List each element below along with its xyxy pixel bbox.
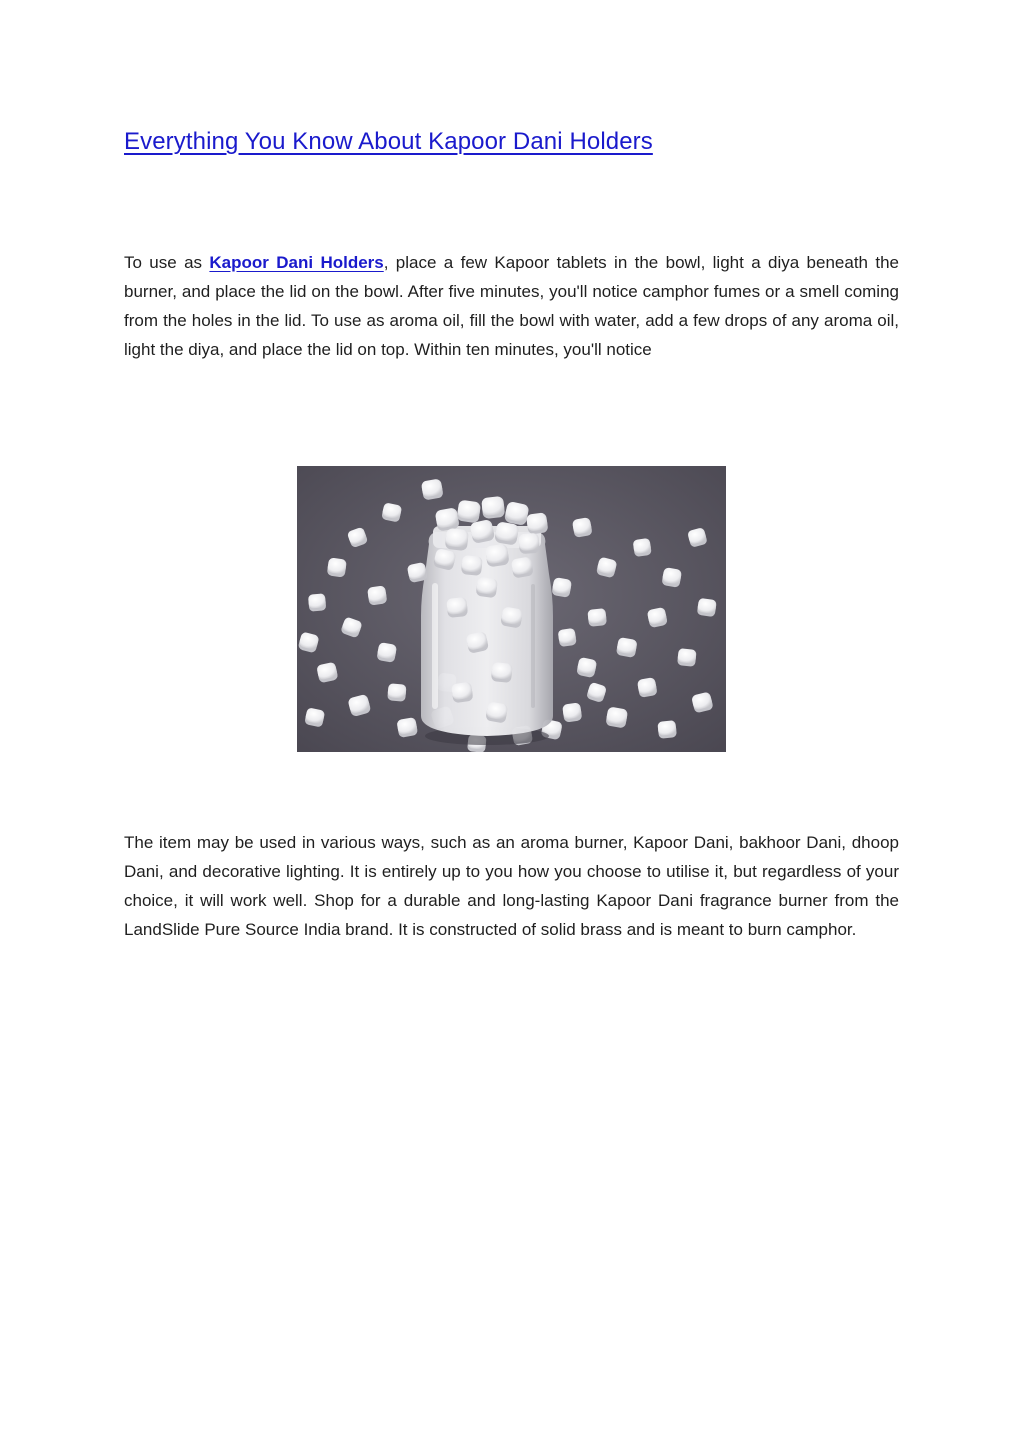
camphor-tablet: [572, 517, 593, 538]
camphor-tablet: [616, 637, 638, 658]
camphor-tablet: [551, 577, 572, 598]
camphor-tablet: [562, 702, 582, 722]
intro-text-before-link: To use as: [124, 253, 210, 272]
camphor-tablet: [677, 648, 697, 667]
camphor-tablet: [657, 720, 677, 739]
intro-paragraph: [124, 248, 899, 364]
kapoor-dani-holders-link[interactable]: Kapoor Dani Holders: [209, 253, 384, 272]
camphor-tablet: [518, 533, 539, 554]
camphor-tablet: [633, 538, 652, 557]
usage-paragraph: The item may be used in various ways, such as an aroma burner, Kapoor Dani, bakhoor Dani, dhoop Dani, and decorative lighting. It is entirely up to you how you choose to utilise it, but regardless of your choice, it will work well. Shop for a durable and long-lasting Kapoor Dani fragrance burner from the LandSlide Pure Source India brand. It is constructed of solid brass and is meant to burn camphor.: [124, 833, 899, 939]
camphor-tablet: [485, 544, 510, 568]
camphor-tablet: [327, 557, 347, 577]
camphor-tablet: [526, 512, 549, 535]
camphor-tablet: [376, 642, 397, 663]
camphor-tablet: [476, 577, 498, 599]
camphor-tablet: [396, 717, 418, 738]
camphor-tablet: [461, 555, 483, 576]
camphor-tablet: [661, 567, 682, 588]
camphor-tablet: [587, 608, 607, 627]
camphor-tablet: [451, 682, 473, 704]
camphor-tablet: [558, 628, 577, 647]
camphor-tablet: [445, 528, 469, 551]
camphor-tablet: [511, 556, 534, 578]
camphor-tablet: [387, 683, 406, 702]
camphor-tablet: [494, 521, 519, 546]
title-link[interactable]: Everything You Know About Kapoor Dani Holders: [124, 128, 653, 155]
page-title: [124, 126, 653, 158]
camphor-tablet: [481, 496, 505, 519]
camphor-tablet: [308, 593, 326, 611]
camphor-tablet: [367, 585, 387, 605]
camphor-tablet: [421, 478, 444, 500]
camphor-tablet: [637, 677, 658, 698]
camphor-tablet: [500, 606, 523, 628]
camphor-tablet: [456, 500, 481, 524]
camphor-tablet: [697, 598, 717, 617]
camphor-tablet: [435, 507, 460, 532]
camphor-tablet: [485, 701, 508, 723]
camphor-tablet: [446, 597, 468, 618]
camphor-tablet: [605, 706, 628, 728]
intro-text-after-link: , place a few Kapoor tablets in the bowl, light a diya beneath the burner, and place the lid on the bowl. After five minutes, you'll notice camphor fumes or a smell coming from the holes in the lid. To use as aroma oil, fill the bowl with water, add a few drops of any aroma oil, light the diya, and place the lid on top. Within ten minutes, you'll notice: [124, 253, 899, 359]
camphor-tablet: [491, 662, 513, 683]
camphor-tablets-photo: [297, 466, 726, 752]
